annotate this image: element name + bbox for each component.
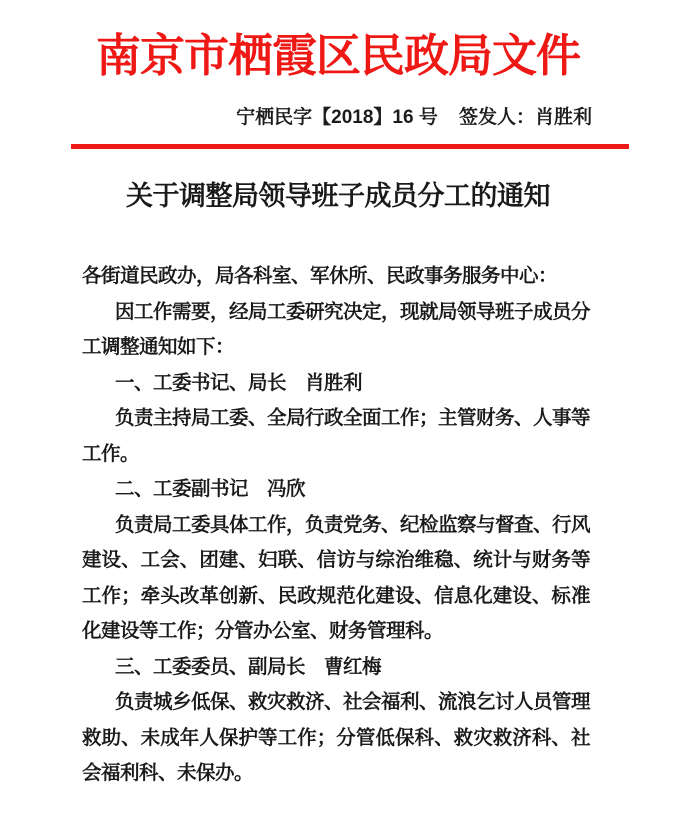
document-meta-row [82, 106, 592, 129]
section-1-duties: 负责主持局工委、全局行政全面工作；主管财务、人事等工作。 [82, 407, 591, 465]
signer-name: 肖胜利 [534, 107, 592, 128]
red-divider-line [71, 144, 629, 149]
document-body [82, 259, 590, 792]
signer-line [459, 106, 592, 129]
section-1-heading: 一、工委书记、局长 肖胜利 [115, 371, 363, 394]
document-title: 关于调整局领导班子成员分工的通知 [126, 181, 550, 211]
letterhead-org-title: 南京市栖霞区民政局文件 [95, 30, 580, 81]
section-3-duties: 负责城乡低保、救灾救济、社会福利、流浪乞讨人员管理救助、未成年人保护等工作；分管低保科、救灾救济科、社会福利科、未保办。 [82, 691, 591, 784]
section-3-heading: 三、工委委员、副局长 曹红梅 [115, 655, 382, 678]
intro-paragraph: 因工作需要，经局工委研究决定，现就局领导班子成员分工调整通知如下： [82, 300, 591, 358]
recipients-line: 各街道民政办，局各科室、军休所、民政事务服务中心： [82, 265, 558, 287]
section-2-heading: 二、工委副书记 冯欣 [115, 478, 306, 500]
document-number: 宁栖民字【2018】16 号 [236, 107, 438, 128]
signer-label: 签发人： [458, 107, 535, 128]
section-2-duties: 负责局工委具体工作，负责党务、纪检监察与督查、行风建设、工会、团建、妇联、信访与综治维稳、统计与财务等工作；牵头改革创新、民政规范化建设、信息化建设、标准化建设等工作；分管办公室、财务管理科。 [82, 513, 591, 642]
